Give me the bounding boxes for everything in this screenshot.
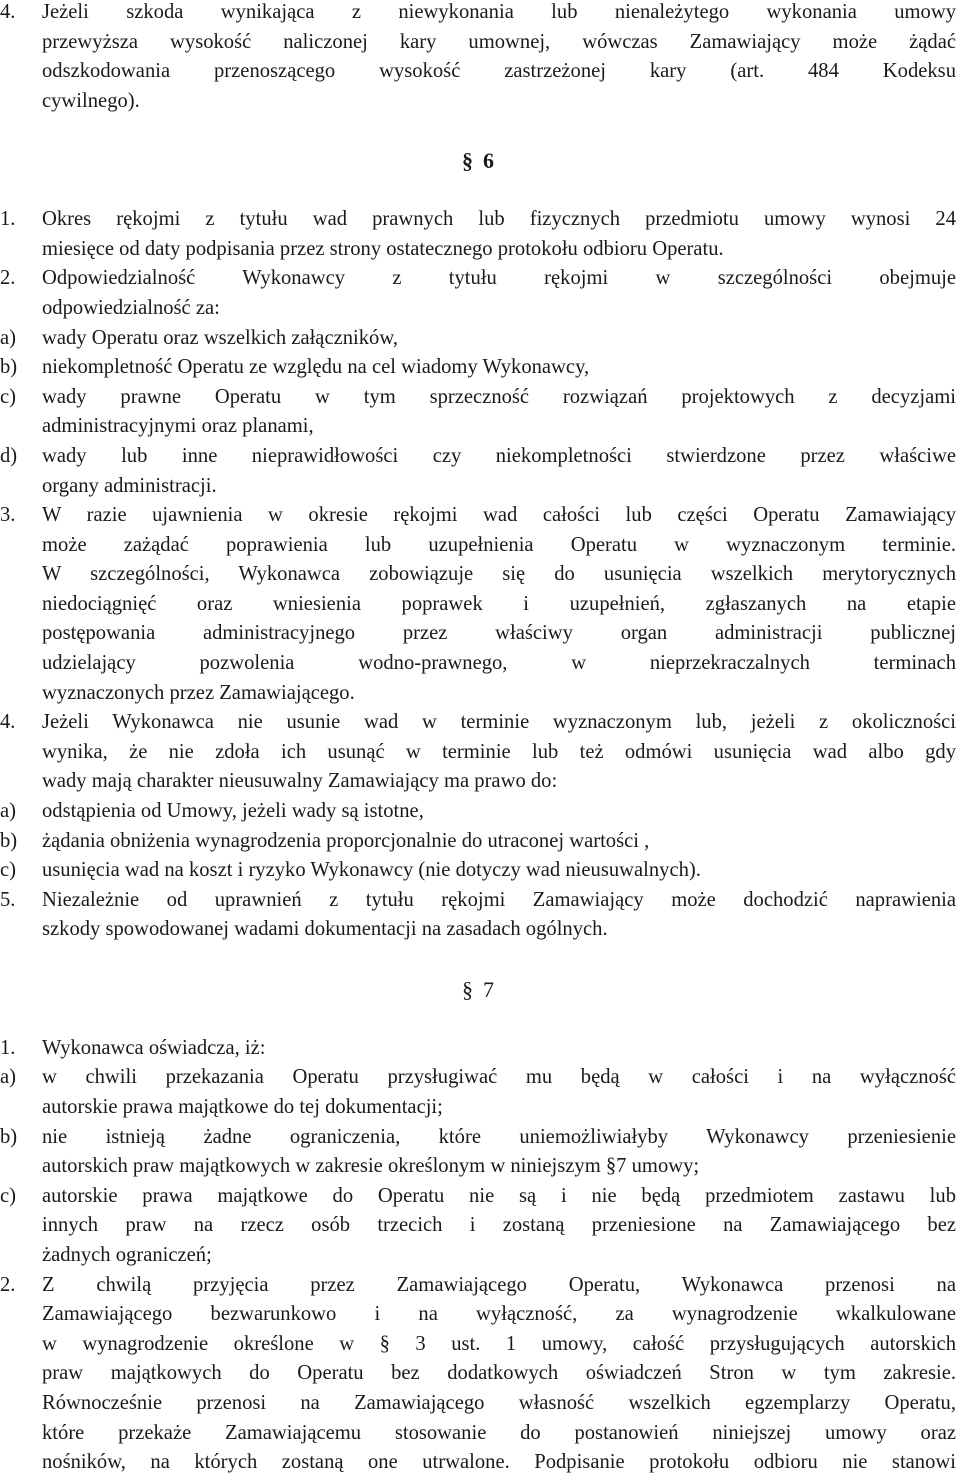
section-6-item-2-sub-d [0,442,956,501]
item-number: 1. [0,1036,16,1059]
text-line: innych praw na rzecz osób trzecich i zostaną przeniesione na Zamawiającego bez [42,1214,956,1237]
section-6-item-3 [0,501,956,708]
paragraph-text [42,0,956,116]
section-6-item-2 [0,264,956,323]
text-line: wady prawne Operatu w tym sprzeczność rozwiązań projektowych z decyzjami [42,385,956,408]
text-line: cywilnego). [42,89,140,112]
sub-letter: c) [0,385,16,408]
text-line: żadnych ograniczeń; [42,1243,212,1266]
item-number: 2. [0,1273,16,1296]
text-line: nośników, na których zostaną one utrwalone. Podpisanie protokołu odbioru nie stanowi [42,1451,956,1474]
text-line: odszkodowania przenoszącego wysokość zastrzeżonej kary (art. 484 Kodeksu [42,60,956,83]
text-line: które przekaże Zamawiającemu stosowanie do postanowień niniejszej umowy oraz [42,1421,956,1444]
text-line: Okres rękojmi z tytułu wad prawnych lub fizycznych przedmiotu umowy wynosi 24 [42,208,956,231]
text-line: wady lub inne nieprawidłowości czy niekompletności stwierdzone przez właściwe [42,444,956,467]
text-line: żądania obniżenia wynagrodzenia proporcjonalnie do utraconej wartości , [42,829,650,852]
section-6-item-2-sub-a [0,324,956,354]
text-line: miesięce od daty podpisania przez strony ostatecznego protokołu odbioru Operatu. [42,237,724,260]
sub-letter: a) [0,326,16,349]
text-line: przewyższa wysokość naliczonej kary umownej, wówczas Zamawiający może żądać [42,30,956,53]
item-number: 3. [0,504,16,527]
section-6-item-1 [0,205,956,264]
text-line: autorskie prawa majątkowe do Operatu nie są i nie będą przedmiotem zastawu lub [42,1184,956,1207]
text-line: wyznaczonych przez Zamawiającego. [42,681,355,704]
section-6-item-2-sub-b [0,353,956,383]
item-text [42,205,956,264]
paragraph-4-top [0,0,956,116]
text-line: praw majątkowych do Operatu bez dodatkowych oświadczeń Stron w tym zakresie. [42,1362,956,1385]
sub-letter: b) [0,1125,18,1148]
text-line: Jeżeli Wykonawca nie usunie wad w terminie wyznaczonym lub, jeżeli z okoliczności [42,711,956,734]
text-line: niekompletność Operatu ze względu na cel wiadomy Wykonawcy, [42,356,590,379]
text-line: niedociągnięć oraz wniesienia poprawek i uzupełnień, zgłaszanych na etapie [42,592,956,615]
item-text [42,1271,956,1478]
text-line: nie istnieją żadne ograniczenia, które uniemożliwiałyby Wykonawcy przeniesienie [42,1125,956,1148]
section-number: 7 [483,976,494,1002]
text-line: administracyjnymi oraz planami, [42,415,314,438]
text-line: odpowiedzialność za: [42,296,220,319]
item-text [42,264,956,323]
text-line: wady Operatu oraz wszelkich załączników, [42,326,399,349]
text-line: organy administracji. [42,474,217,497]
section-7-item-1-sub-a [0,1063,956,1122]
section-7-item-2 [0,1271,956,1478]
text-line: autorskich praw majątkowych w zakresie określonym w niniejszym §7 umowy; [42,1155,700,1178]
text-line: wynika, że nie zdoła ich usunąć w terminie lub też odmówi usunięcia wad albo gdy [42,740,956,763]
section-7-heading [0,975,956,1005]
text-line: W razie ujawnienia w okresie rękojmi wad całości lub części Operatu Zamawiający [42,504,956,527]
text-line: W szczególności, Wykonawca zobowiązuje się do usunięcia wszelkich merytorycznych [42,563,956,586]
text-line: udzielający pozwolenia wodno-prawnego, w nieprzekraczalnych terminach [42,652,956,675]
sub-letter: d) [0,444,18,467]
text-line: w chwili przekazania Operatu przysługiwać mu będą w całości i na wyłączność [42,1066,956,1089]
text-line: Z chwilą przyjęcia przez Zamawiającego Operatu, Wykonawca przenosi na [42,1273,956,1296]
section-7-item-1-sub-c [0,1182,956,1271]
text-line: postępowania administracyjnego przez właściwy organ administracji publicznej [42,622,956,645]
item-text [42,501,956,708]
text-line: Zamawiającego bezwarunkowo i na wyłączność, za wynagrodzenie wkalkulowane [42,1303,956,1326]
text-line: wady mają charakter nieusuwalny Zamawiający ma prawo do: [42,770,558,793]
text-line: Odpowiedzialność Wykonawcy z tytułu rękojmi w szczególności obejmuje [42,267,956,290]
paragraph-symbol: § [462,147,473,173]
section-7-item-1-sub-b [0,1123,956,1182]
item-number: 2. [0,267,16,290]
item-number: 4. [0,711,16,734]
sub-letter: a) [0,800,16,823]
item-text [42,886,956,945]
sub-letter: c) [0,859,16,882]
item-number: 5. [0,888,16,911]
text-line: w wynagrodzenie określone w § 3 ust. 1 umowy, całość przysługujących autorskich [42,1332,956,1355]
section-6-item-2-sub-c [0,383,956,442]
sub-letter: b) [0,829,18,852]
section-6-item-4-sub-c [0,856,956,886]
text-line: Równocześnie przenosi na Zamawiającego własność wszelkich egzemplarzy Operatu, [42,1391,956,1414]
text-line: Niezależnie od uprawnień z tytułu rękojmi Zamawiający może dochodzić naprawienia [42,888,956,911]
section-6-item-4 [0,708,956,797]
sub-letter: b) [0,356,18,379]
sub-letter: c) [0,1184,16,1207]
section-number: 6 [483,147,494,173]
section-6-heading [0,146,956,176]
text-line: odstąpienia od Umowy, jeżeli wady są istotne, [42,800,424,823]
section-7-item-1 [0,1034,956,1064]
sub-letter: a) [0,1066,16,1089]
section-6-item-4-sub-b [0,827,956,857]
section-6-item-5 [0,886,956,945]
text-line: może zażądać poprawienia lub uzupełnienia Operatu w wyznaczonym terminie. [42,533,956,556]
paragraph-symbol: § [462,976,473,1002]
text-line: autorskie prawa majątkowe do tej dokumentacji; [42,1095,443,1118]
section-6-item-4-sub-a [0,797,956,827]
text-line: szkody spowodowanej wadami dokumentacji na zasadach ogólnych. [42,918,608,941]
item-text [42,708,956,797]
text-line: Wykonawca oświadcza, iż: [42,1036,266,1059]
text-line: Jeżeli szkoda wynikająca z niewykonania lub nienależytego wykonania umowy [42,1,956,23]
text-line: usunięcia wad na koszt i ryzyko Wykonawcy (nie dotyczy wad nieusuwalnych). [42,859,701,882]
item-number: 1. [0,208,16,231]
paragraph-number: 4. [0,1,16,23]
